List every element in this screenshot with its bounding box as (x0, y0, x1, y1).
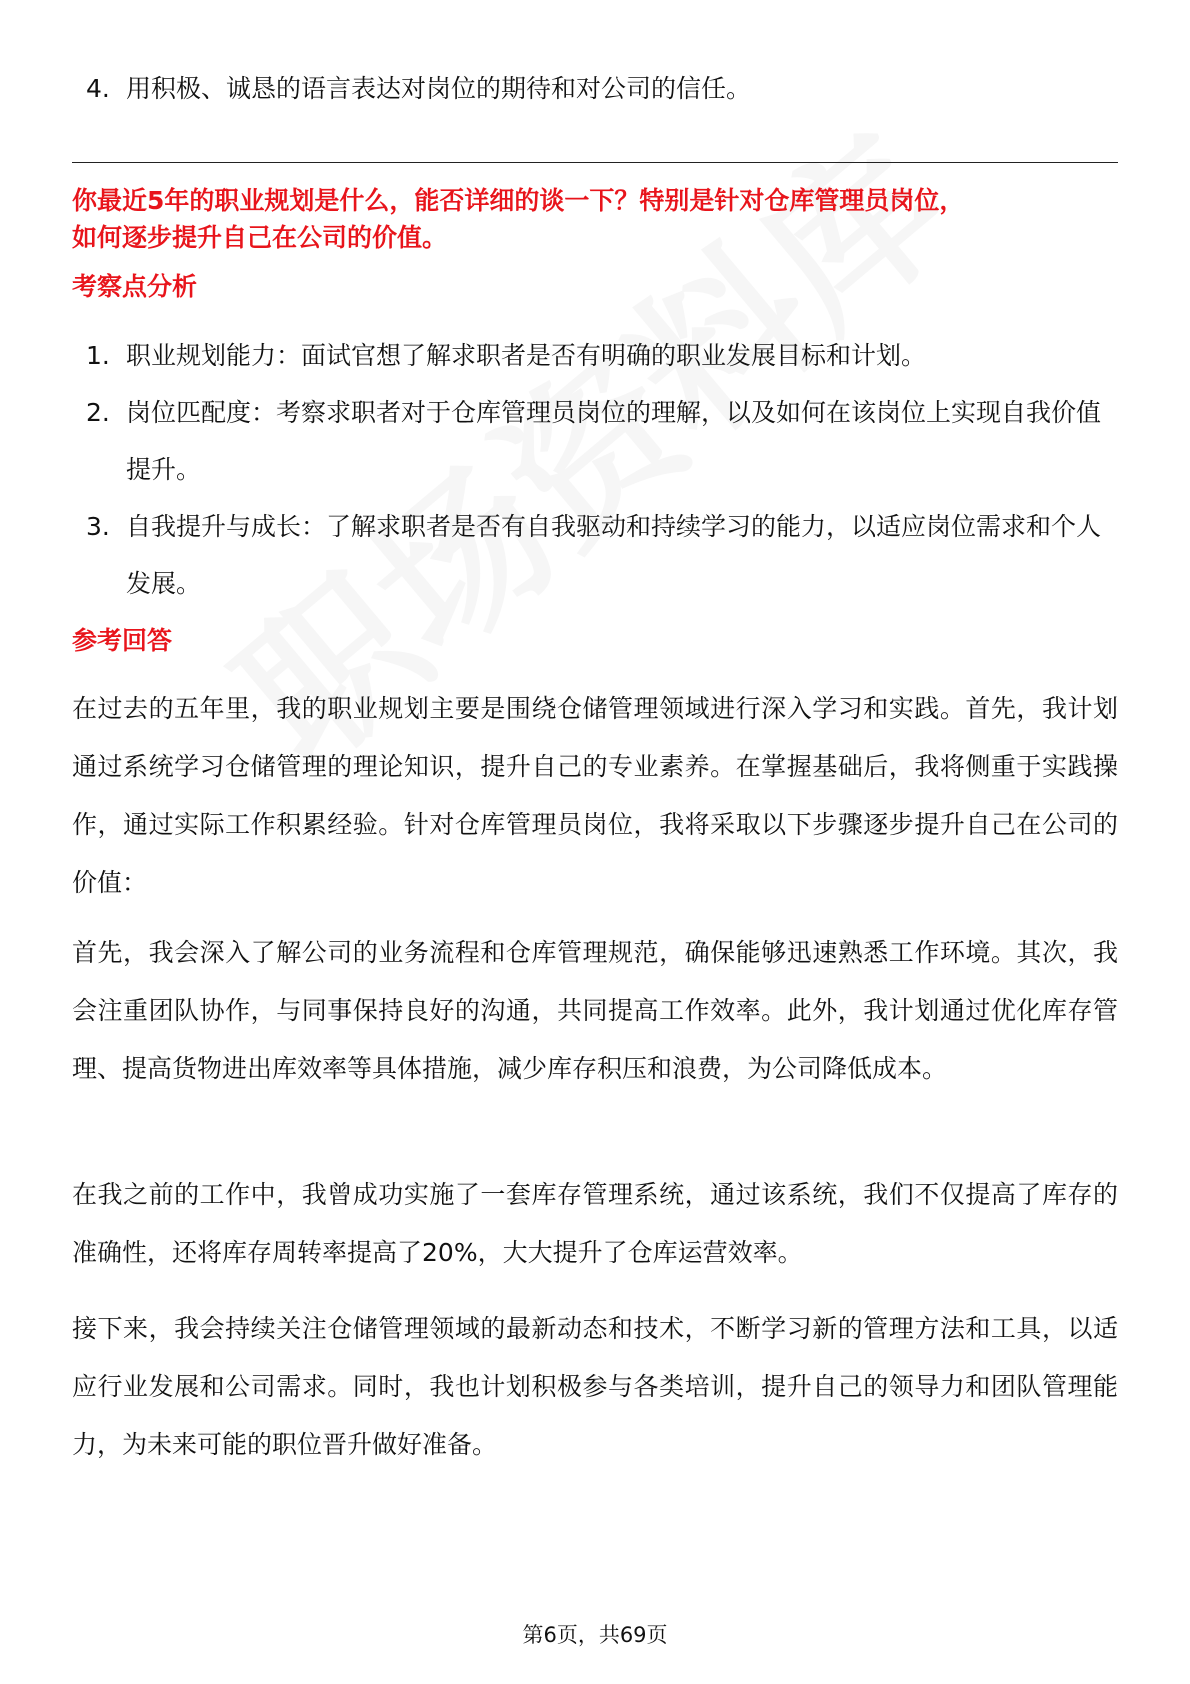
analysis-section (72, 268, 1118, 305)
list-item (72, 384, 1118, 498)
list-item-text: 岗位匹配度：考察求职者对于仓库管理员岗位的理解，以及如何在该岗位上实现自我价值提升。 (126, 398, 1102, 484)
answer-paragraph: 接下来，我会持续关注仓储管理领域的最新动态和技术，不断学习新的管理方法和工具，以适应行业发展和公司需求。同时，我也计划积极参与各类培训，提升自己的领导力和团队管理能力，为未来可能的职位晋升做好准备。 (72, 1314, 1118, 1459)
answer-paragraph: 在过去的五年里，我的职业规划主要是围绕仓储管理领域进行深入学习和实践。首先，我计划通过系统学习仓储管理的理论知识，提升自己的专业素养。在掌握基础后，我将侧重于实践操作，通过实际工作积累经验。针对仓库管理员岗位，我将采取以下步骤逐步提升自己在公司的价值： (72, 694, 1118, 897)
question-block (72, 182, 1118, 256)
answer-body (72, 680, 1118, 912)
list-item (72, 60, 1118, 117)
answer-body (72, 924, 1118, 1098)
question-line-1: 你最近5年的职业规划是什么，能否详细的谈一下？特别是针对仓库管理员岗位， (72, 186, 965, 215)
list-item (72, 327, 1118, 384)
answer-section (72, 622, 1118, 659)
section-divider (72, 162, 1118, 163)
list-item-number: 3. (86, 512, 110, 541)
answer-paragraph: 首先，我会深入了解公司的业务流程和仓库管理规范，确保能够迅速熟悉工作环境。其次，我会注重团队协作，与同事保持良好的沟通，共同提高工作效率。此外，我计划通过优化库存管理、提高货物进出库效率等具体措施，减少库存积压和浪费，为公司降低成本。 (72, 938, 1118, 1083)
list-item-number: 1. (86, 341, 110, 370)
list-item-text: 用积极、诚恳的语言表达对岗位的期待和对公司的信任。 (126, 74, 752, 103)
list-item-number: 2. (86, 398, 110, 427)
answer-title: 参考回答 (72, 626, 173, 655)
question-line-2: 如何逐步提升自己在公司的价值。 (72, 223, 448, 252)
answer-body (72, 1166, 1118, 1282)
answer-paragraph: 在我之前的工作中，我曾成功实施了一套库存管理系统，通过该系统，我们不仅提高了库存的准确性，还将库存周转率提高了20%，大大提升了仓库运营效率。 (72, 1180, 1118, 1267)
analysis-title: 考察点分析 (72, 272, 198, 301)
list-item (72, 498, 1118, 612)
page-number: 第6页，共69页 (522, 1623, 668, 1647)
list-item-text: 职业规划能力：面试官想了解求职者是否有明确的职业发展目标和计划。 (126, 341, 927, 370)
analysis-list (72, 327, 1118, 612)
answer-body (72, 1300, 1118, 1474)
top-list (72, 60, 1118, 117)
list-item-number: 4. (86, 74, 110, 103)
list-item-text: 自我提升与成长：了解求职者是否有自我驱动和持续学习的能力，以适应岗位需求和个人发展。 (126, 512, 1102, 598)
